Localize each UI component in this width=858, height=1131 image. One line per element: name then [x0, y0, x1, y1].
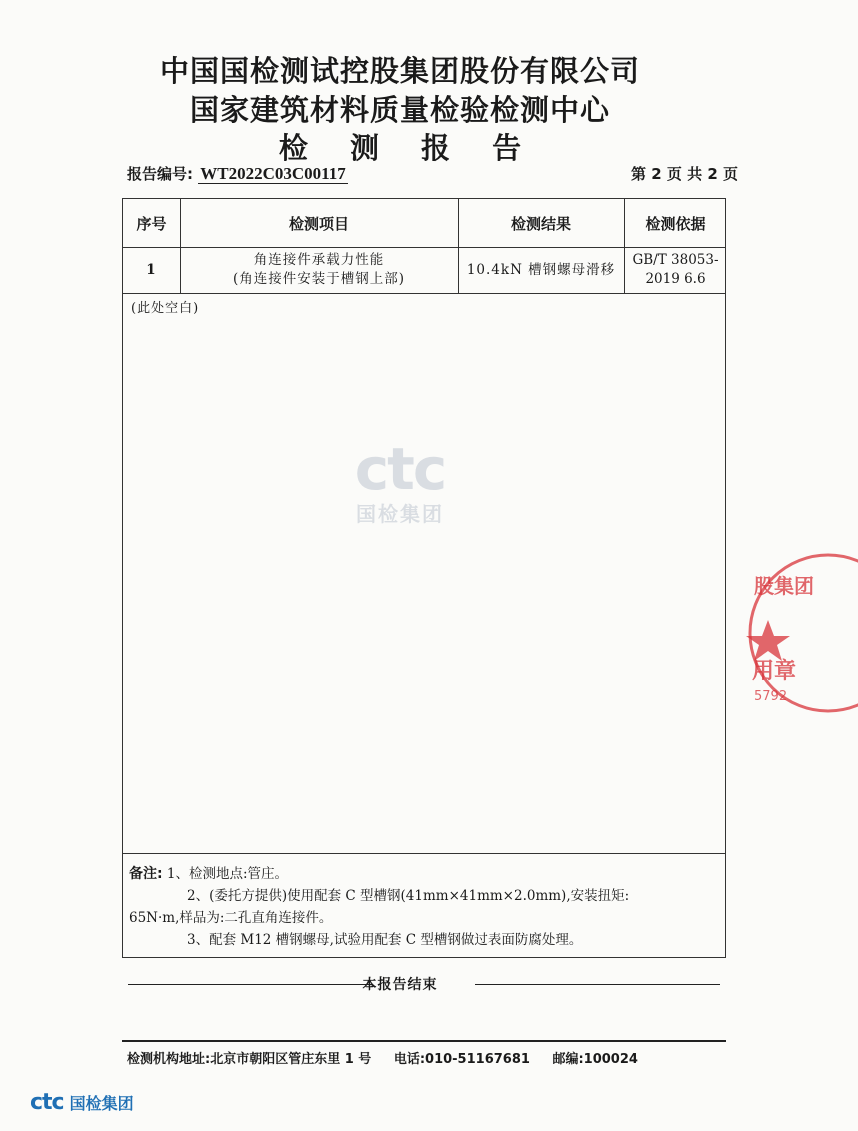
col-header-item: 检测项目: [288, 214, 349, 233]
footer-rule: [122, 1040, 726, 1042]
row-index: 1: [146, 261, 157, 278]
remark-2-cont: 65N·m,样品为:二孔直角连接件。: [129, 910, 333, 926]
footer: [127, 1048, 727, 1067]
table-row: [123, 247, 725, 294]
row-item: [180, 247, 458, 293]
column-divider: [180, 199, 181, 293]
row-item-line1: 角连接件承载力性能: [253, 252, 385, 268]
row-standard-line1: GB/T 38053-: [632, 252, 719, 268]
seal-text-bottom: 用章: [752, 659, 797, 684]
page-info: 第 2 页 共 2 页: [631, 165, 738, 183]
remark-3: 3、配套 M12 槽钢螺母,试验用配套 C 型槽钢做过表面防腐处理。: [187, 932, 583, 948]
row-item-line2: (角连接件安装于槽钢上部): [232, 271, 406, 287]
ctc-logo: [30, 1090, 134, 1115]
table-header-row: [123, 199, 725, 248]
report-number: [127, 163, 348, 184]
footer-phone: 电话:010-51167681: [393, 1052, 530, 1067]
end-line-right: [475, 984, 720, 985]
remark-2: 2、(委托方提供)使用配套 C 型槽钢(41mm×41mm×2.0mm),安装扭矩:: [187, 888, 630, 904]
remarks-divider: [123, 853, 725, 854]
seal-digits: 5792: [754, 689, 788, 704]
watermark: [330, 435, 470, 527]
blank-note: (此处空白): [131, 301, 200, 316]
results-table: [122, 198, 726, 958]
report-number-value: WT2022C03C00117: [200, 164, 346, 183]
column-divider: [458, 199, 459, 293]
remark-1: 1、检测地点:管庄。: [166, 866, 289, 882]
report-number-label: 报告编号:: [127, 165, 193, 183]
row-standard: [624, 247, 727, 293]
column-divider: [624, 199, 625, 293]
col-header-standard: 检测依据: [645, 214, 706, 233]
end-of-report: 本报告结束: [362, 977, 438, 993]
org-line2: 国家建筑材料质量检验检测中心: [189, 93, 610, 127]
col-header-result: 检测结果: [510, 214, 571, 233]
org-line1: 中国国检测试控股集团股份有限公司: [159, 54, 640, 88]
col-header-index: 序号: [136, 214, 167, 233]
watermark-logo-icon: ctc: [354, 435, 446, 503]
remarks-label: 备注:: [129, 866, 163, 882]
seal-text-top: 股集团: [754, 574, 814, 598]
watermark-name: 国检集团: [356, 502, 444, 526]
row-standard-line2: 2019 6.6: [645, 271, 706, 287]
remarks: [129, 863, 719, 951]
doc-title: 检 测 报 告: [278, 131, 538, 165]
footer-postcode: 邮编:100024: [552, 1052, 638, 1067]
ctc-logo-name: 国检集团: [69, 1094, 134, 1113]
official-seal-stamp: [748, 548, 858, 718]
footer-address: 检测机构地址:北京市朝阳区管庄东里 1 号: [127, 1052, 372, 1067]
row-result: 10.4kN 槽钢螺母滑移: [466, 261, 616, 278]
ctc-logo-icon: ctc: [30, 1090, 64, 1115]
